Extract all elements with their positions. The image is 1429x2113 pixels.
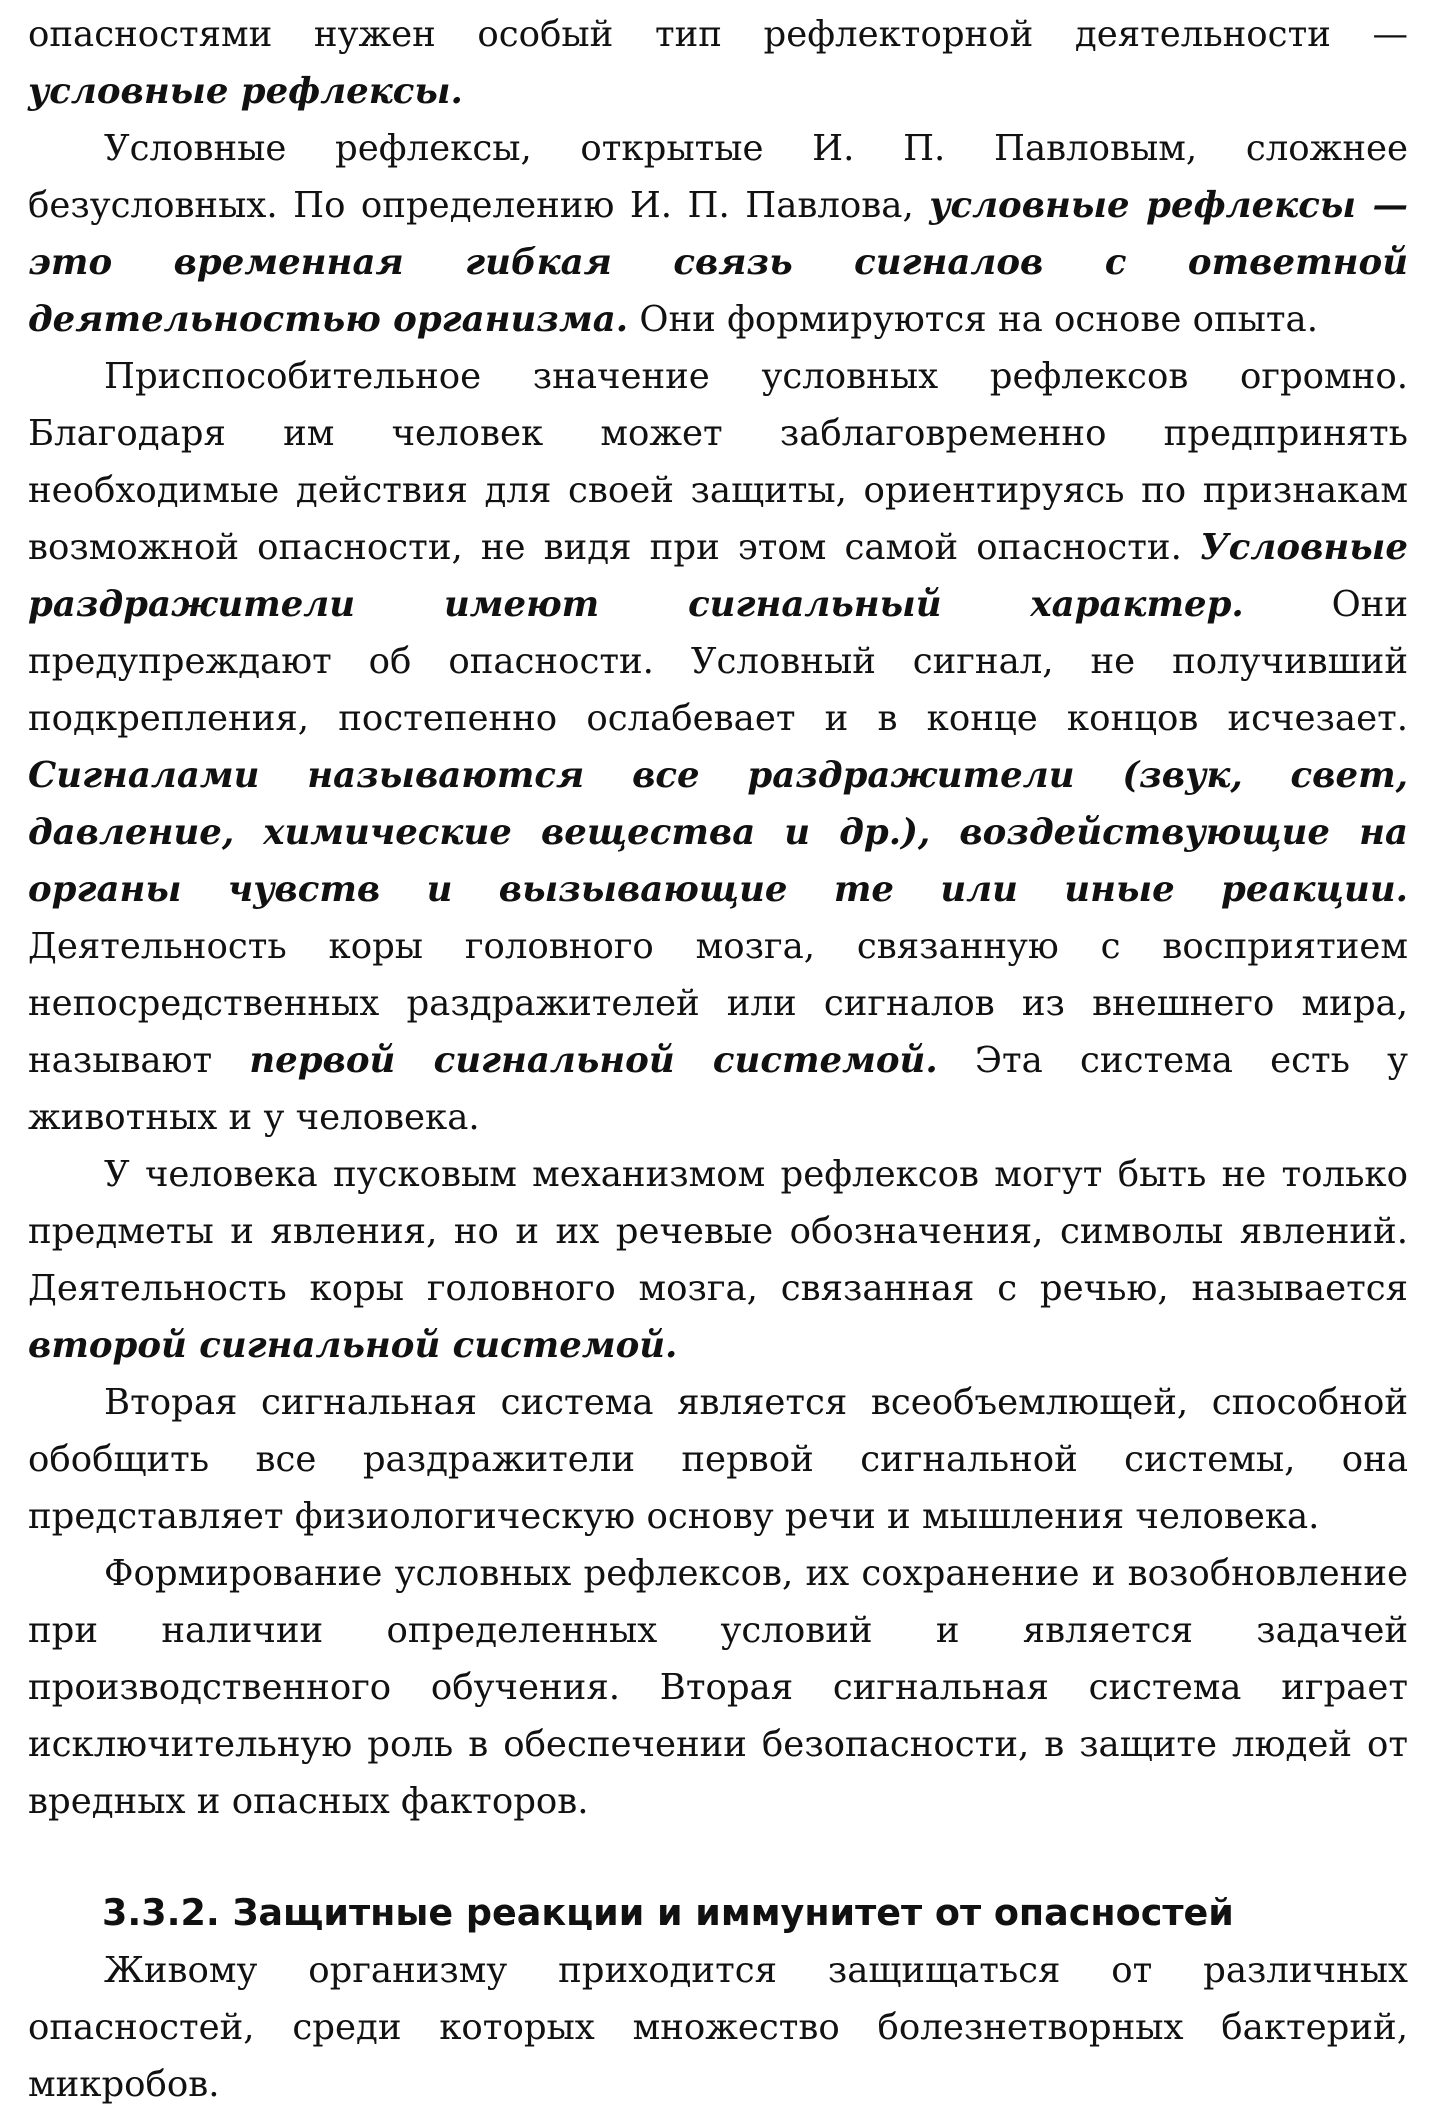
- text-run: Вторая сигнальная система является всеобъемлющей, способной обобщить все раздражители первой сигнальной системы, она представляет физиологическую основу речи и мышления человека.: [28, 1382, 1408, 1537]
- text-run: опасностями нужен особый тип рефлекторной деятельности —: [28, 14, 1408, 55]
- paragraph-5: [28, 1374, 1408, 1545]
- emphasis-run: условные рефлексы.: [28, 71, 463, 112]
- emphasis-run: второй сигнальной системой.: [28, 1325, 678, 1366]
- paragraph-1: [28, 6, 1408, 120]
- emphasis-run: условные рефлексы — это временная гибкая связь сигналов с ответной деятельностью организма.: [28, 185, 1408, 340]
- section-heading: 3.3.2. Защитные реакции и иммунитет от опасностей: [102, 1891, 1234, 1934]
- text-run: Приспособительное значение условных рефлексов огромно. Благодаря им человек может заблаговременно предпринять необходимые действия для своей защиты, ориентируясь по признакам возможной опасности, не видя при этом самой опасности.: [28, 356, 1408, 568]
- paragraph-6: [28, 1545, 1408, 1830]
- text-run: Они предупреждают об опасности. Условный сигнал, не получивший подкрепления, постепенно ослабевает и в конце концов исчезает.: [28, 584, 1408, 739]
- paragraph-4: [28, 1146, 1408, 1374]
- text-run: Живому организму приходится защищаться от различных опасностей, среди которых множество болезнетворных бактерий, микробов.: [28, 1950, 1408, 2105]
- text-run: Формирование условных рефлексов, их сохранение и возобновление при наличии определенных условий и является задачей производственного обучения. Вторая сигнальная система играет исключительную роль в обеспечении безопасности, в защите людей от вредных и опасных факторов.: [28, 1553, 1408, 1822]
- text-run: Условные рефлексы, открытые И. П. Павловым, сложнее безусловных. По определению И. П. Павлова,: [28, 128, 1408, 226]
- text-run: Они формируются на основе опыта.: [628, 299, 1319, 340]
- text-run: Эта система есть у животных и у человека.: [28, 1040, 1408, 1138]
- emphasis-run: Условные раздражители имеют сигнальный характер.: [28, 527, 1408, 625]
- text-run: У человека пусковым механизмом рефлексов могут быть не только предметы и явления, но и их речевые обозначения, символы явлений. Деятельность коры головного мозга, связанная с речью, называется: [28, 1154, 1408, 1309]
- paragraph-3: [28, 348, 1408, 1146]
- emphasis-run: Сигналами называются все раздражители (звук, свет, давление, химические вещества и др.), воздействующие на органы чувств и вызывающие те или иные реакции.: [28, 755, 1408, 910]
- section-paragraph: [28, 1942, 1408, 2113]
- paragraph-2: [28, 120, 1408, 348]
- text-run: Деятельность коры головного мозга, связанную с восприятием непосредственных раздражителей или сигналов из внешнего мира, называют: [28, 926, 1408, 1081]
- emphasis-run: первой сигнальной системой.: [249, 1040, 938, 1081]
- document-page: [28, 0, 1408, 2113]
